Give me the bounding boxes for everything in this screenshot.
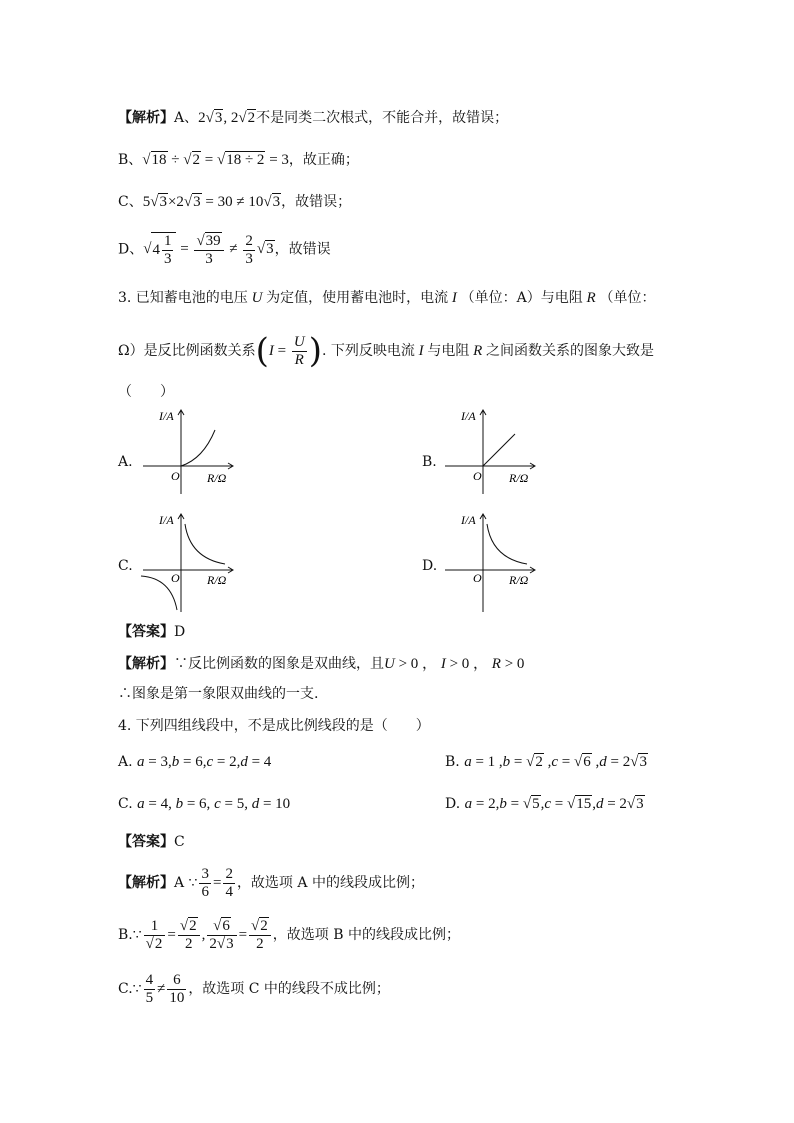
math-expression: a = 2,b = √5,c = √15,d = 2√3 (464, 796, 644, 812)
q3-answer (118, 622, 185, 642)
analysis-text: ，故错误 (274, 241, 331, 258)
math-expression: 2√3, 2√2 (198, 110, 256, 126)
analysis-prefix: C.∵ (118, 980, 142, 997)
q4-option-c (118, 794, 290, 814)
option-prefix: B、 (118, 152, 143, 168)
stem-text: （单位：A）与电阻 (460, 290, 583, 306)
analysis-text: 不是同类二次根式，不能合并，故错误； (256, 110, 509, 126)
stem-text: 3. 已知蓄电池的电压 (118, 290, 248, 306)
q4-stem: 4. 下列四组线段中，不是成比例线段的是（ ） (118, 718, 430, 734)
stem-text: 为定值，使用蓄电池时，电流 (266, 290, 449, 306)
option-prefix: D、 (118, 241, 144, 258)
math-expression: $\frac{3}{6}$ = $\frac{2}{4}$ (201, 866, 233, 900)
analysis-tag: 【解析】 (118, 110, 174, 126)
q3-analysis-2: ∴图象是第一象限双曲线的一支. (118, 686, 319, 702)
x-axis-label: R/Ω (509, 573, 529, 587)
math-expression: √18 ÷ √2 = √18 ÷ 2 = 3 (142, 152, 289, 168)
q4-option-d (445, 794, 645, 814)
q3-analysis-1 (118, 654, 524, 674)
analysis-prefix: A ∵ (174, 874, 198, 891)
q3-stem-line2: Ω）是反比例函数关系(I = $\frac{U}{R}$ ). 下列反映电流 I 与电阻 R 之间函数关系的图象大致是 (118, 330, 655, 371)
analysis-text: ，故选项 B 中的线段成比例； (272, 926, 460, 943)
stem-text: . 下列反映电流 (321, 342, 415, 359)
stem-text: 与电阻 (427, 342, 470, 359)
q4-option-b (445, 752, 648, 772)
math-expression: a = 4, b = 6, c = 5, d = 10 (137, 796, 291, 812)
option-b-label: B. (422, 454, 437, 470)
option-d-label: D. (422, 558, 438, 574)
y-axis-label: I/A (461, 513, 476, 527)
math-expression: √4 $\frac{1}{3}$ = $\frac{√39}{3}$ ≠ $\frac{2}{3}$ √3 (143, 232, 274, 267)
q4-option-a (118, 752, 271, 772)
option-label: D. (445, 796, 461, 812)
analysis-text: ，故正确； (288, 152, 359, 168)
analysis-text: ，故选项 A 中的线段成比例； (236, 874, 424, 891)
option-c-label: C. (118, 558, 133, 574)
q2-analysis-a (118, 108, 508, 128)
x-axis-label: R/Ω (509, 471, 529, 485)
y-axis-label: I/A (159, 513, 174, 527)
graph-a (135, 404, 245, 494)
stem-text: 之间函数关系的图象大致是 (486, 342, 655, 359)
option-prefix: C、 (118, 194, 143, 210)
analysis-text: ∵反比例函数的图象是双曲线，且 (174, 656, 384, 672)
q3-stem-line1: 3. 已知蓄电池的电压 U 为定值，使用蓄电池时，电流 I （单位：A）与电阻 R （单位： (118, 290, 656, 306)
stem-text: （单位： (599, 290, 656, 306)
origin-label: O (473, 571, 482, 585)
x-axis-label: R/Ω (207, 573, 227, 587)
curve (487, 524, 527, 564)
analysis-tag: 【解析】 (118, 656, 174, 672)
option-prefix: A、 (174, 110, 199, 126)
q3-paren: （ ） (118, 384, 174, 400)
math-expression: U > 0 ， I > 0 ， R > 0 (384, 656, 525, 672)
analysis-text: ，故错误； (281, 194, 352, 210)
option-label: C. (118, 796, 133, 812)
analysis-prefix: B.∵ (118, 926, 142, 943)
q4-answer (118, 832, 185, 852)
curve (483, 434, 515, 466)
origin-label: O (171, 571, 180, 585)
q2-analysis-d (118, 232, 331, 268)
option-label: A. (118, 754, 133, 770)
option-label: B. (445, 754, 460, 770)
graph-d (437, 508, 547, 612)
answer-value: D (174, 624, 186, 640)
analysis-tag: 【解析】 (118, 874, 174, 891)
q4-analysis-a (118, 866, 424, 901)
answer-tag: 【答案】 (118, 834, 174, 850)
option-a-label: A. (118, 454, 133, 470)
q2-analysis-c (118, 192, 351, 212)
answer-value: C (174, 834, 185, 850)
curve (185, 524, 225, 564)
math-expression: 5√3×2√3 = 30 ≠ 10√3 (142, 194, 281, 210)
math-expression: a = 3,b = 6,c = 2,d = 4 (137, 754, 272, 770)
math-expression: $\frac{4}{5}$ ≠ $\frac{6}{10}$ (145, 972, 185, 1006)
math-expression: $\frac{1}{√2}$ = $\frac{√2}{2}$ , $\frac{√6}{2√3}$ = $\frac{√2}{2}$ (142, 927, 273, 943)
answer-tag: 【答案】 (118, 624, 174, 640)
origin-label: O (473, 469, 482, 483)
x-axis-label: R/Ω (207, 471, 227, 485)
q4-analysis-b (118, 918, 460, 953)
graph-b (437, 404, 547, 494)
graph-c (135, 508, 245, 612)
y-axis-label: I/A (159, 409, 174, 423)
analysis-text: ，故选项 C 中的线段不成比例； (188, 980, 390, 997)
q2-analysis-b (118, 150, 359, 170)
curve (181, 430, 215, 466)
y-axis-label: I/A (461, 409, 476, 423)
math-expression: a = 1 ,b = √2 ,c = √6 ,d = 2√3 (464, 754, 647, 770)
stem-text: Ω）是反比例函数关系 (118, 342, 256, 359)
origin-label: O (171, 469, 180, 483)
q4-analysis-c (118, 972, 390, 1007)
formula: I = $\frac{U}{R}$ (268, 334, 305, 368)
